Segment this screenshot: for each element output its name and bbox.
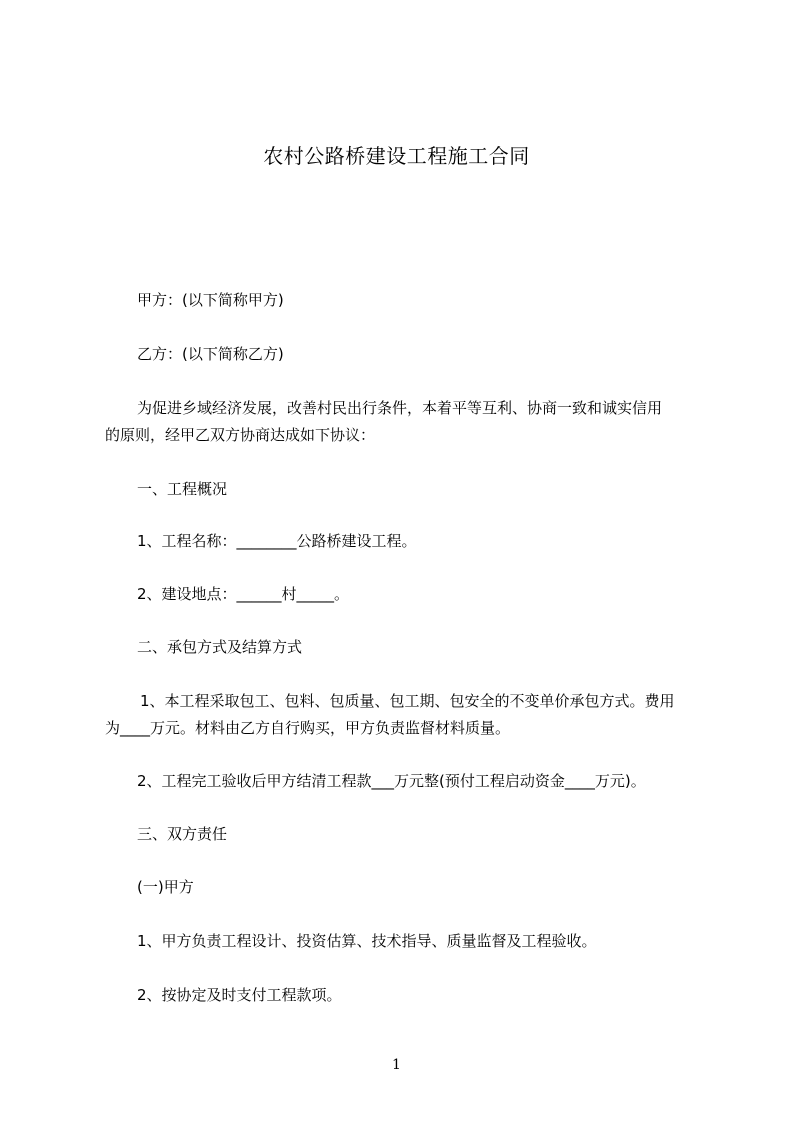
preamble-line-1: 为促进乡域经济发展，改善村民出行条件，本着平等互利、协商一致和诚实信用: [137, 399, 663, 417]
section-1-item-2: 2、建设地点：______村_____。: [137, 585, 350, 603]
section-1-item-1: 1、工程名称：________公路桥建设工程。: [137, 532, 417, 550]
section-3-a-item-2: 2、按协定及时支付工程款项。: [137, 986, 342, 1004]
section-2-heading: 二、承包方式及结算方式: [137, 638, 303, 656]
section-2-item-2: 2、工程完工验收后甲方结清工程款___万元整(预付工程启动资金____万元)。: [137, 772, 646, 790]
section-3-heading: 三、双方责任: [137, 825, 228, 843]
section-3-subheading-a: (一)甲方: [137, 878, 194, 896]
page-number: 1: [392, 1057, 401, 1073]
party-a-line: 甲方：(以下简称甲方): [137, 291, 284, 309]
section-1-heading: 一、工程概况: [137, 480, 228, 498]
party-b-line: 乙方：(以下简称乙方): [137, 345, 284, 363]
preamble-line-2: 的原则，经甲乙双方协商达成如下协议：: [105, 426, 376, 444]
document-title: 农村公路桥建设工程施工合同: [263, 144, 530, 168]
section-2-item-1-line-1: 1、本工程采取包工、包料、包质量、包工期、包安全的不变单价承包方式。费用: [140, 692, 675, 710]
section-2-item-1-line-2: 为____万元。材料由乙方自行购买，甲方负责监督材料质量。: [105, 719, 511, 737]
section-3-a-item-1: 1、甲方负责工程设计、投资估算、技术指导、质量监督及工程验收。: [137, 932, 597, 950]
